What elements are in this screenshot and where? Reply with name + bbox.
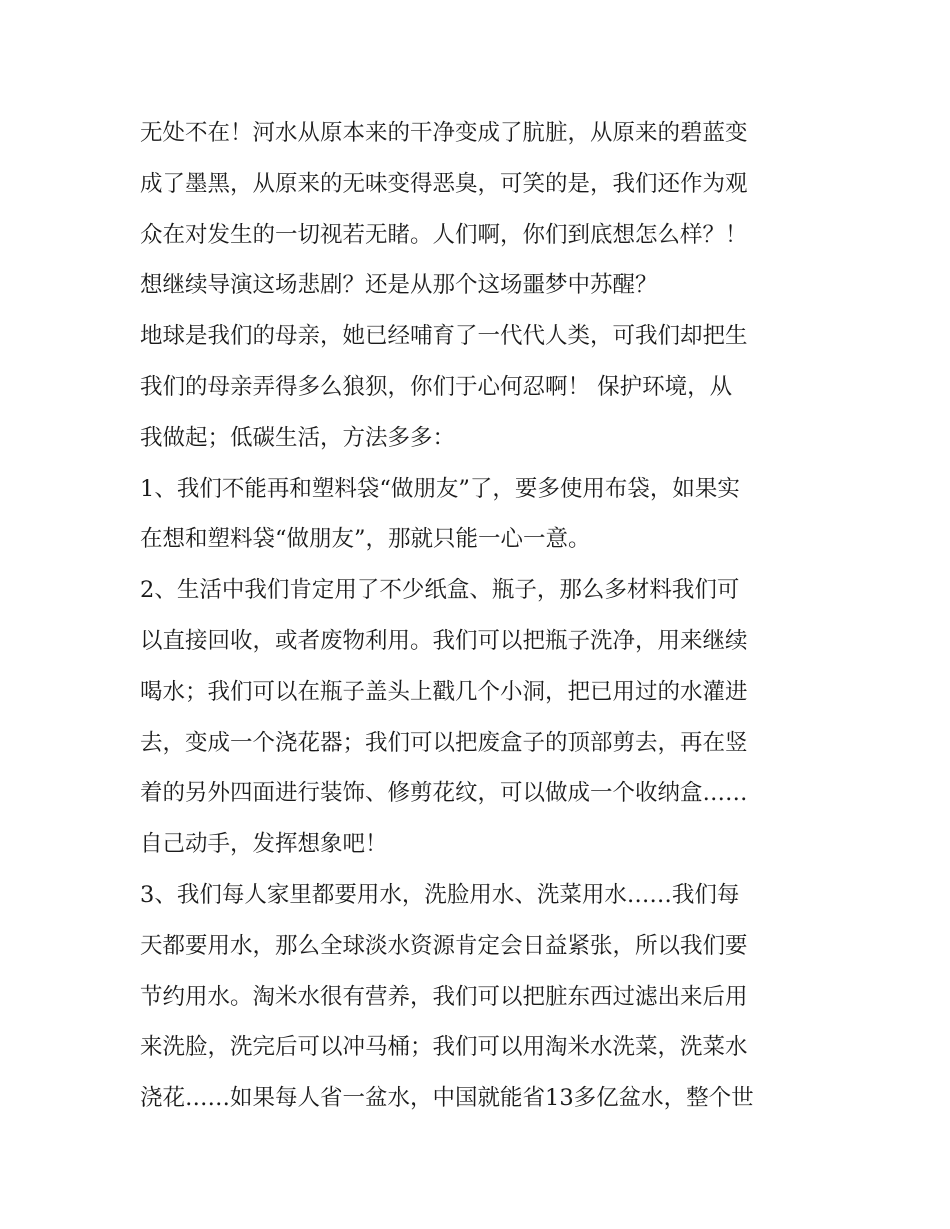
text-line: 地球是我们的母亲，她已经哺育了一代代人类，可我们却把生 bbox=[140, 323, 748, 350]
list-item-2-line: 以直接回收，或者废物利用。我们可以把瓶子洗净，用来继续 bbox=[140, 627, 748, 654]
list-item-1-line: 1、我们不能再和塑料袋“做朋友”了，要多使用布袋，如果实 bbox=[140, 475, 740, 502]
list-item-3-line: 节约用水。淘米水很有营养，我们可以把脏东西过滤出来后用 bbox=[140, 983, 748, 1010]
list-item-2-line: 喝水；我们可以在瓶子盖头上戳几个小洞，把已用过的水灌进 bbox=[140, 678, 748, 705]
list-item-2-line: 去，变成一个浇花器；我们可以把废盒子的顶部剪去，再在竖 bbox=[140, 729, 748, 756]
text-line: 我做起；低碳生活，方法多多： bbox=[140, 424, 456, 451]
list-item-1-line: 在想和塑料袋“做朋友”，那就只能一心一意。 bbox=[140, 526, 591, 553]
text-line: 无处不在！河水从原本来的干净变成了肮脏，从原来的碧蓝变 bbox=[140, 120, 748, 146]
text-line: 想继续导演这场悲剧？还是从那个这场噩梦中苏醒？ bbox=[140, 272, 658, 299]
body-text bbox=[140, 108, 830, 1124]
list-item-2-line: 自己动手，发挥想象吧！ bbox=[140, 831, 388, 858]
list-item-3-line: 来洗脸，洗完后可以冲马桶；我们可以用淘米水洗菜，洗菜水 bbox=[140, 1034, 748, 1061]
list-item-3-line: 3、我们每人家里都要用水，洗脸用水、洗菜用水……我们每 bbox=[140, 881, 740, 908]
text-line: 我们的母亲弄得多么狼狈，你们于心何忍啊！ 保护环境，从 bbox=[140, 373, 733, 400]
text-line: 众在对发生的一切视若无睹。人们啊，你们到底想怎么样？！ bbox=[140, 221, 748, 248]
list-item-2-line: 着的另外四面进行装饰、修剪花纹，可以做成一个收纳盒…… bbox=[140, 780, 748, 807]
list-item-2-line: 2、生活中我们肯定用了不少纸盒、瓶子，那么多材料我们可 bbox=[140, 577, 740, 604]
list-item-3-line: 天都要用水，那么全球淡水资源肯定会日益紧张，所以我们要 bbox=[140, 932, 748, 959]
list-item-3-line: 浇花……如果每人省一盆水，中国就能省13多亿盆水，整个世 bbox=[140, 1085, 754, 1112]
text-line: 成了墨黑，从原来的无味变得恶臭，可笑的是，我们还作为观 bbox=[140, 170, 748, 197]
